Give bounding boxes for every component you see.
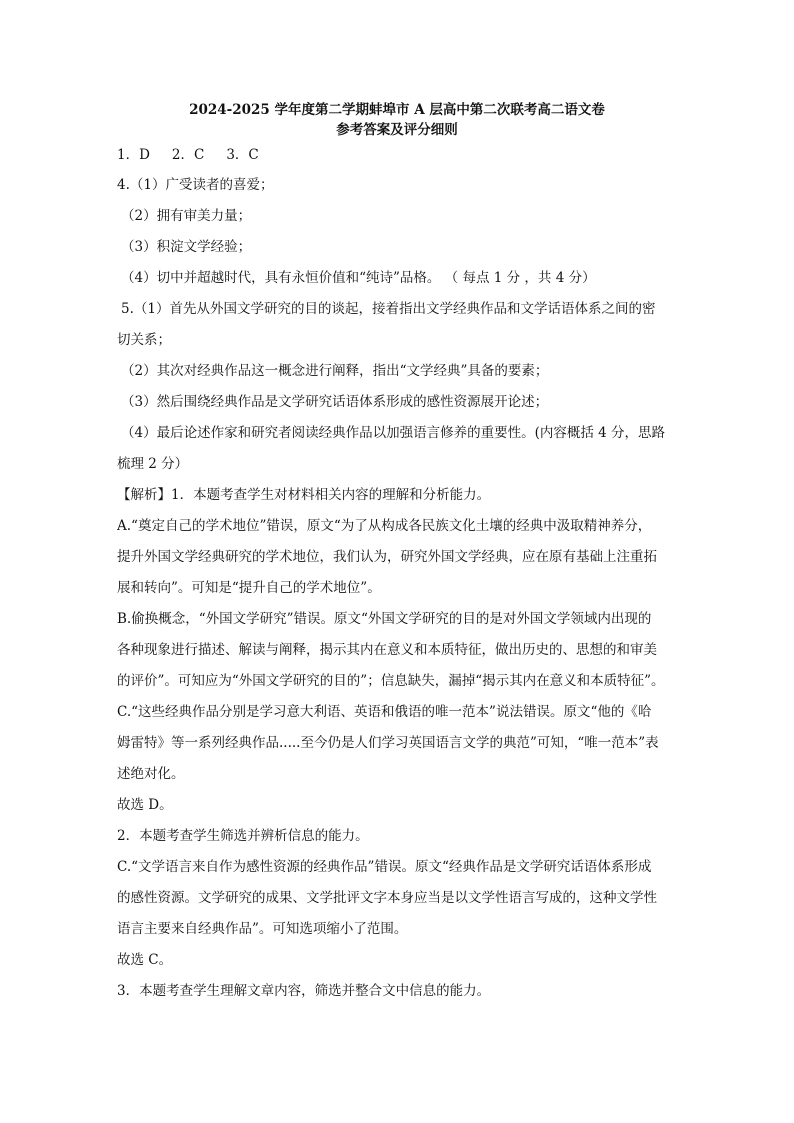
choose-answer-2: 故选 C。: [117, 952, 173, 968]
q5-point-4b: 梳理 2 分）: [117, 456, 189, 472]
q4-point-2: （2）拥有审美力量；: [121, 208, 252, 224]
analysis-b-line-1: B.偷换概念，“外国文学研究”错误。原文“外国文学研究的目的是对外国文学领域内出现的: [117, 611, 652, 627]
multiple-choice-answers: [117, 146, 679, 164]
q4-point-4: （4）切中并超越时代，具有永恒价值和“纯诗”品格。 （ 每点 1 分 ，共 4 分）: [121, 270, 596, 286]
q2-analysis-intro: 2．本题考查学生筛选并辨析信息的能力。: [117, 828, 369, 844]
analysis-c-line-2: 姆雷特》等一系列经典作品.....至今仍是人们学习英国语言文学的典范”可知，“唯一范本”表: [117, 735, 659, 751]
document-title: 2024-2025 学年度第二学期蚌埠市 A 层高中第二次联考高二语文卷: [189, 102, 605, 118]
answer-q2: 2．C: [171, 147, 205, 163]
q3-analysis-intro: 3．本题考查学生理解文章内容，筛选并整合文中信息的能力。: [117, 983, 491, 999]
analysis-a-line-2: 提升外国文学经典研究的学术地位，我们认为，研究外国文学经典，应在原有基础上注重拓: [117, 549, 657, 565]
q4-point-3: （3）积淀文学经验；: [121, 239, 252, 255]
analysis-b-line-2: 各种现象进行描述、解读与阐释，揭示其内在意义和本质特征，做出历史的、思想的和审美: [117, 642, 657, 658]
q5-point-3: （3）然后围绕经典作品是文学研究话语体系形成的感性资源展开论述；: [121, 394, 549, 410]
choose-answer-1: 故选 D。: [117, 797, 173, 813]
document-subtitle: 参考答案及评分细则: [336, 122, 458, 138]
q5-point-4a: （4）最后论述作家和研究者阅读经典作品以加强语言修养的重要性。(内容概括 4 分，思路: [121, 425, 666, 441]
analysis-intro: 【解析】1．本题考查学生对材料相关内容的理解和分析能力。: [117, 487, 491, 503]
answer-q3: 3．C: [226, 147, 259, 163]
q4-point-1: 4.（1）广受读者的喜爱；: [117, 177, 274, 193]
analysis-c-line-1: C.“这些经典作品分别是学习意大利语、英语和俄语的唯一范本”说法错误。原文“他的《哈: [117, 704, 652, 720]
q5-point-2: （2）其次对经典作品这一概念进行阐释，指出“文学经典”具备的要素；: [121, 363, 549, 379]
analysis-b-line-3: 的评价”。可知应为“外国文学研究的目的”；信息缺失，漏掉“揭示其内在意义和本质特征”。: [117, 673, 665, 689]
q2-analysis-c-line-1: C.“文学语言来自作为感性资源的经典作品”错误。原文“经典作品是文学研究话语体系形成: [117, 859, 652, 875]
analysis-c-line-3: 述绝对化。: [117, 766, 185, 782]
q5-point-1b: 切关系；: [117, 332, 171, 348]
q5-point-1a: 5.（1）首先从外国文学研究的目的谈起，接着指出文学经典作品和文学话语体系之间的密: [121, 301, 656, 317]
q2-analysis-c-line-2: 的感性资源。文学研究的成果、文学批评文字本身应当是以文学性语言写成的，这种文学性: [117, 890, 657, 906]
analysis-a-line-1: A.“奠定自己的学术地位”错误，原文“为了从构成各民族文化土壤的经典中汲取精神养分，: [117, 518, 652, 534]
analysis-a-line-3: 展和转向”。可知是“提升自己的学术地位”。: [117, 580, 381, 596]
q2-analysis-c-line-3: 语言主要来自经典作品”。可知选项缩小了范围。: [117, 921, 408, 937]
answer-q1: 1．D: [117, 147, 150, 163]
